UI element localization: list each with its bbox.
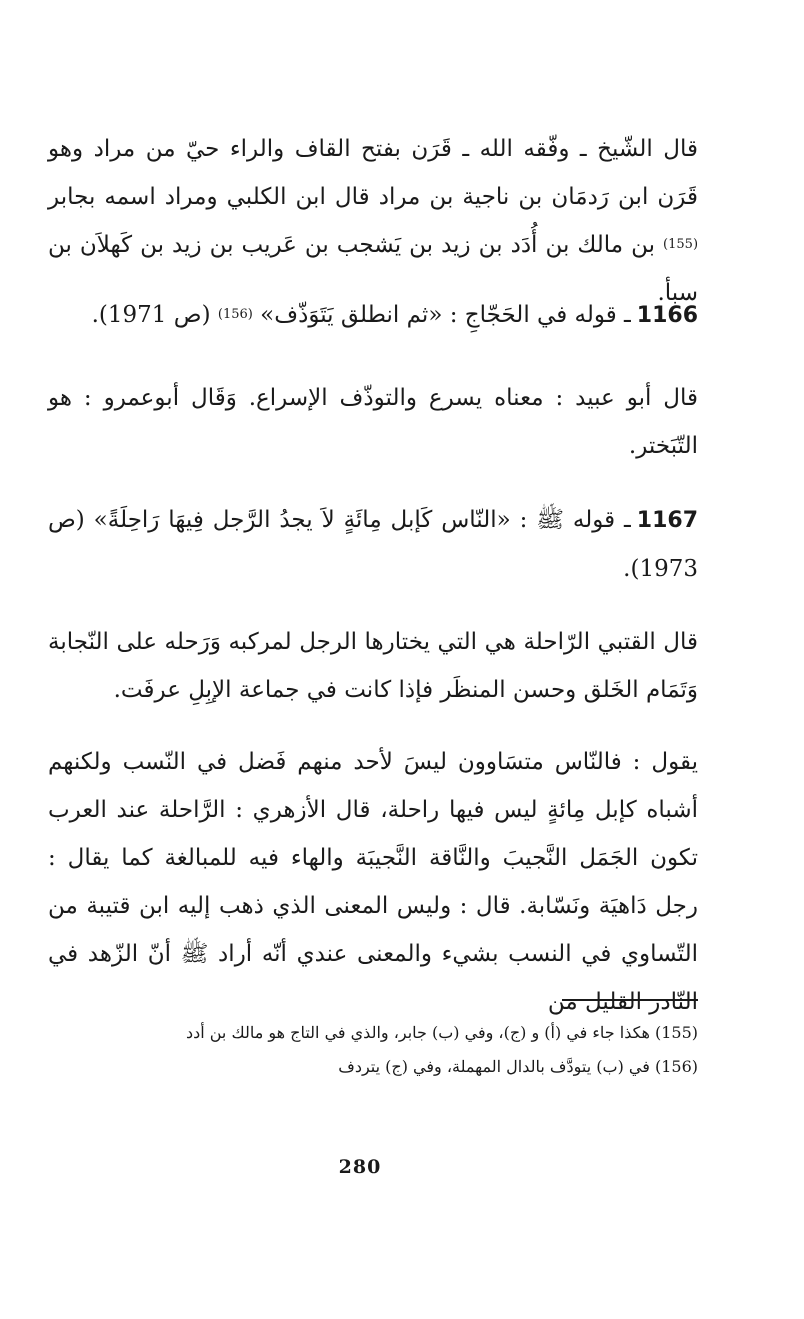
entry-1166	[48, 291, 698, 340]
entry-1167	[48, 496, 698, 593]
footnote-ref-156: (156)	[217, 307, 253, 322]
footnote-156: (156) في (ب) يتودَّف بالدال المهملة، وفي (ج) يتردف	[338, 1057, 698, 1076]
paragraph-yaqul: يقول : فالنّاس متسَاوون ليسَ لأحد منهم فَضل في النّسب ولكنهم أشباه كإبل مِائةٍ ليس فيها راحلة، قال الأزهري : الرَّاحلة عند العرب تكون الجَمَل النَّجيبَ والنَّاقة النَّجيبَة والهاء فيه للمبالغة كما يقال : رجل دَاهيَة ونَسّابة. قال : وليس المعنى الذي ذهب إليه ابن قتيبة من التّساوي في النسب بشيء والمعنى عندي أنّه أراد ﷺ أنّ الزّهد في النّادر القليل من	[48, 749, 698, 1015]
entry-1166-text: ـ قوله في الحَجّاجِ : «ثم انطلق يَتَوَذّف»	[260, 302, 631, 328]
paragraph-abu-ubayd: قال أبو عبيد : معناه يسرع والتوذّف الإسراع. وَقَال أبوعمرو : هو التّبَختر.	[48, 385, 698, 459]
entry-number-1167: 1167	[636, 508, 698, 533]
paragraph-qaran-text: قال الشّيخ ـ وفّقه الله ـ قَرَن بفتح القاف والراء حيّ من مراد وهو قَرَن ابن رَدمَان بن ناجية بن مراد قال ابن الكلبي ومراد اسمه بجابر	[48, 136, 698, 210]
footnote-155: (155) هكذا جاء في (أ) و (ج)، وفي (ب) جابر، والذي في التاج هو مالك بن أدد	[185, 1023, 698, 1042]
entry-1166-page-ref: (ص 1971).	[91, 302, 211, 328]
footnotes	[48, 1016, 698, 1084]
entry-number-1166: 1166	[636, 303, 698, 328]
footnote-ref-155: (155)	[663, 237, 699, 252]
page-number: 280	[338, 1156, 382, 1178]
entry-1167-text: ـ قوله ﷺ : «النّاس كَإبل مِائَةٍ لاَ يجدُ الرَّجل فِيهَا رَاحِلَةً» (ص 1973).	[48, 507, 698, 582]
paragraph-qaran-continuation: بن مالك بن أُدَد بن زيد بن يَشجب بن عَريب بن زيد بن كَهلاَن بن سبأ.	[48, 232, 698, 306]
paragraph-qutabi: قال القتبي الرّاحلة هي التي يختارها الرجل لمركبه وَرَحله على النّجابة وَتَمَام الخَلق وحسن المنظَر فإذا كانت في جماعة الإبِلِ عرفَت.	[48, 629, 698, 703]
footnote-separator	[562, 999, 698, 1001]
paragraph-qaran	[48, 125, 698, 317]
